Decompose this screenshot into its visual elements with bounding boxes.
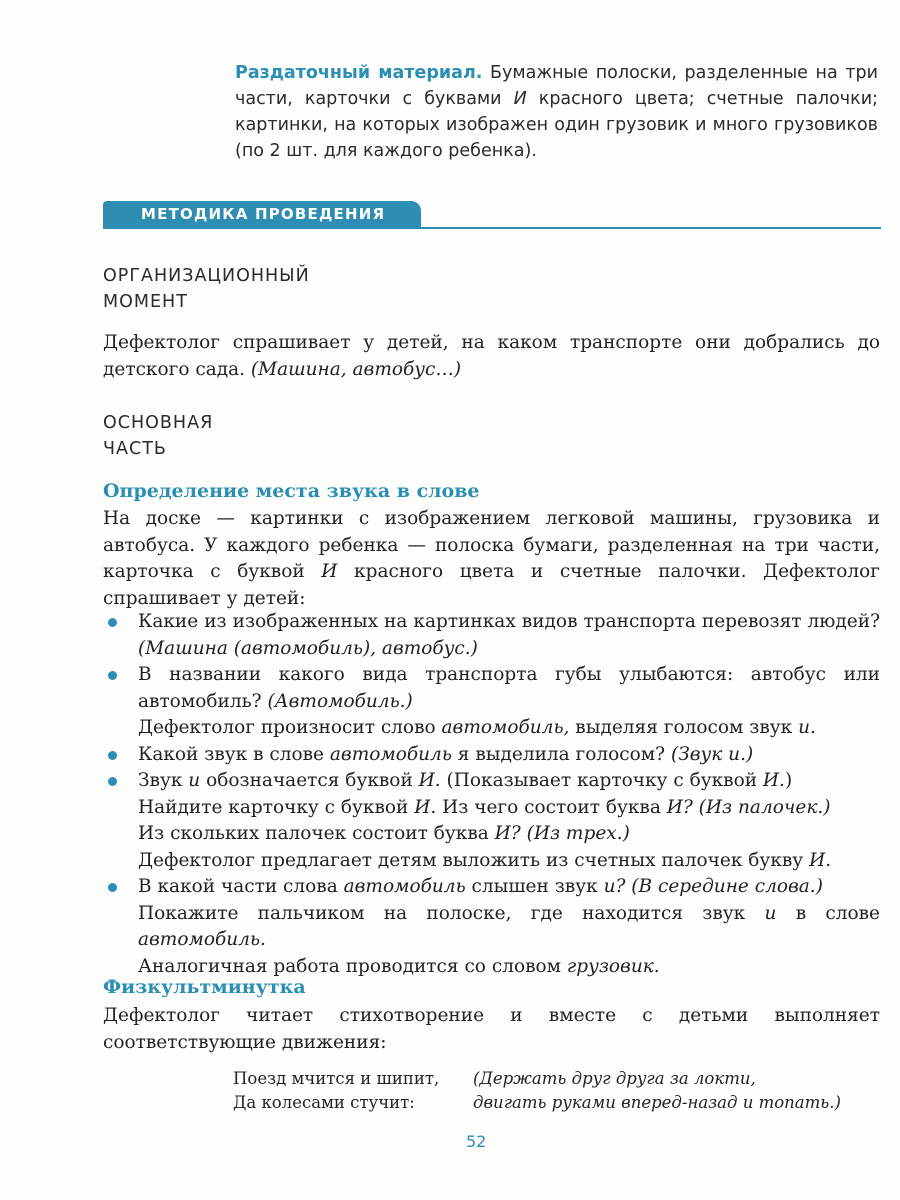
handout-text: Бумажные полоски, разделенные на три части, карточки с буквами	[235, 63, 878, 109]
org-text: Дефектолог спрашивает у детей, на каком транспорте они добрались до детского сада.	[103, 332, 880, 380]
org-heading-line2: МОМЕНТ	[103, 292, 188, 312]
q2-answer: (Автомобиль.)	[267, 690, 413, 712]
q4-p1-a: Звук	[138, 770, 189, 791]
q3-a: Какой звук в слове	[138, 743, 330, 765]
sound-intro-paragraph	[103, 506, 880, 612]
list-item	[103, 662, 880, 715]
bullet-icon	[108, 883, 117, 892]
org-moment-heading	[103, 263, 310, 315]
q5-p1-a: В какой части слова	[138, 876, 344, 897]
q4-p1-s: и	[188, 770, 201, 791]
main-heading-line2: ЧАСТЬ	[103, 439, 167, 459]
main-part-heading	[103, 410, 213, 462]
org-moment-paragraph	[103, 330, 880, 383]
section-banner	[103, 198, 881, 230]
sound-intro-a: На доске — картинки с изображением легковой машины, грузовика и автобуса. У каждого ребенка — полоска бумаги, разделенная на три части, карточка с буквой	[103, 508, 880, 582]
q5-p1-b: слышен звук	[465, 876, 604, 897]
sound-position-heading: Определение места звука в слове	[103, 480, 480, 502]
handout-lead: Раздаточный материал.	[235, 63, 483, 83]
poem-line-1: Поезд мчится и шипит,	[233, 1069, 440, 1088]
bullet-icon	[108, 671, 117, 680]
q1-text: Какие из изображенных на картинках видов транспорта перевозят людей?	[138, 611, 880, 632]
org-heading-line1: ОРГАНИЗАЦИОННЫЙ	[103, 266, 310, 286]
q4-p4-l: И.	[809, 849, 832, 871]
questions-list	[103, 609, 880, 980]
q4-p1-l: И.	[418, 770, 441, 791]
q2-note	[103, 715, 880, 742]
org-answer: (Машина, автобус…)	[250, 358, 462, 380]
q5-p2-b: в слове	[776, 902, 880, 924]
list-item	[103, 609, 880, 662]
bullet-icon	[108, 618, 117, 627]
q4-line4	[103, 848, 880, 875]
q4-p2-l2: И?	[666, 796, 693, 818]
q3-b: я выделила голосом?	[451, 743, 671, 765]
list-item	[103, 768, 880, 795]
q2-text: В названии какого вида транспорта губы улыбаются: автобус или автомобиль?	[138, 664, 880, 712]
q4-p2-b: Из чего состоит буква	[436, 796, 667, 818]
poem-action-2: двигать руками вперед-назад и топать.)	[473, 1093, 841, 1112]
q2-note-word: автомобиль,	[441, 717, 570, 738]
q5-p3-a: Аналогичная работа проводится со словом	[138, 955, 567, 977]
q3-answer: (Звук и.)	[670, 743, 754, 765]
q4-p2-answer: (Из палочек.)	[692, 796, 831, 818]
q4-p1-l2: И.	[762, 770, 785, 791]
q4-p2-a: Найдите карточку с буквой	[138, 796, 415, 818]
poem-lines	[233, 1067, 439, 1115]
q4-p1-c: (Показывает карточку с буквой	[440, 770, 763, 791]
q4-p4-a: Дефектолог предлагает детям выложить из счетных палочек букву	[138, 849, 810, 871]
q5-p1-answer: (В середине слова.)	[625, 876, 823, 897]
list-item	[103, 874, 880, 901]
main-heading-line1: ОСНОВНАЯ	[103, 413, 214, 433]
q1-answer: (Машина (автомобиль), автобус.)	[138, 637, 478, 659]
q5-p1-w: автомобиль	[343, 876, 466, 897]
q4-p3-answer: (Из трех.)	[520, 823, 630, 844]
q5-p1-s: и?	[603, 876, 626, 897]
sound-intro-b: красного цвета и счетные палочки. Дефектолог спрашивает у детей:	[103, 561, 881, 609]
list-item	[103, 742, 880, 769]
q4-p2-l: И.	[414, 796, 437, 818]
poem-actions	[473, 1067, 841, 1115]
q5-p2-a: Покажите пальчиком на полоске, где находится звук	[138, 902, 765, 924]
section-banner-title: МЕТОДИКА ПРОВЕДЕНИЯ	[141, 205, 386, 223]
poem-line-2: Да колесами стучит:	[233, 1093, 415, 1112]
handout-text-2: красного цвета; счетные палочки; картинки, на которых изображен один грузовик и много грузовиков (по 2 шт. для каждого ребенка).	[235, 89, 878, 161]
q5-p2-w: автомобиль.	[138, 929, 266, 950]
section-banner-rule	[103, 227, 881, 229]
q2-note-b: выделяя голосом звук	[569, 717, 799, 738]
q4-p3-l: И?	[494, 823, 521, 844]
q5-p3-w: грузовик.	[566, 955, 660, 977]
q4-line3	[103, 821, 880, 848]
bullet-icon	[108, 777, 117, 786]
q4-p1-d: )	[784, 770, 793, 791]
handout-letter: И	[513, 89, 527, 109]
bullet-icon	[108, 751, 117, 760]
phys-minute-heading: Физкультминутка	[103, 976, 306, 998]
handout-materials-paragraph	[235, 60, 878, 164]
sound-intro-letter: И	[321, 561, 338, 582]
q5-p2-s: и	[764, 902, 777, 924]
q4-p1-b: обозначается буквой	[200, 770, 419, 791]
q4-p3-a: Из скольких палочек состоит буква	[138, 823, 495, 844]
poem-action-1: (Держать друг друга за локти,	[473, 1069, 756, 1088]
q5-line2	[103, 901, 880, 954]
q2-note-sound: и.	[798, 717, 816, 738]
page-number: 52	[466, 1132, 487, 1151]
q4-line2	[103, 795, 880, 822]
section-banner-tab	[103, 201, 421, 227]
q3-word: автомобиль	[329, 743, 452, 765]
q2-note-a: Дефектолог произносит слово	[138, 717, 442, 738]
phys-minute-paragraph: Дефектолог читает стихотворение и вместе с детьми выполняет соответствующие движения:	[103, 1005, 880, 1053]
